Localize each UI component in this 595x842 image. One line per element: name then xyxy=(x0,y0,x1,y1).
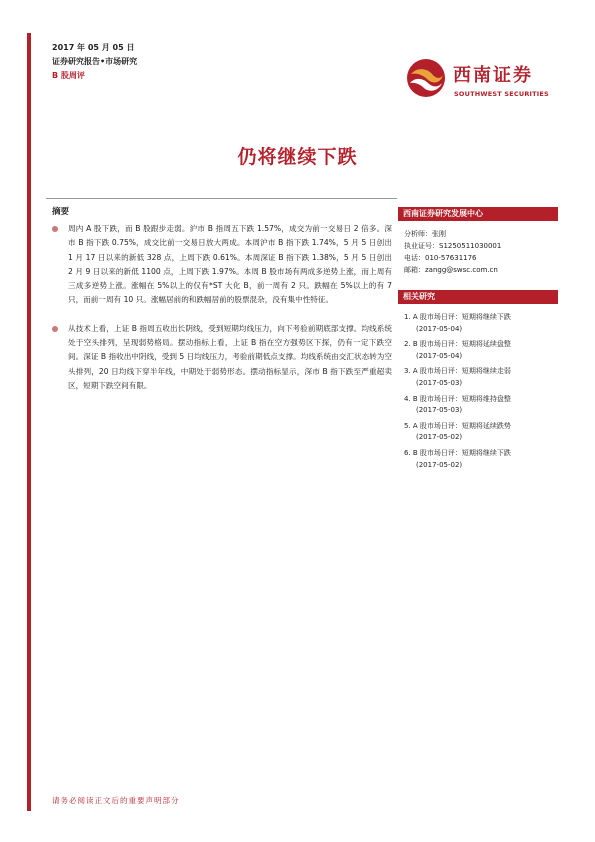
related-item[interactable] xyxy=(404,339,558,362)
bullet-dot-icon xyxy=(52,226,58,232)
logo-emblem-icon xyxy=(405,57,447,99)
related-item[interactable] xyxy=(404,394,558,417)
research-center-header: 西南证券研究发展中心 xyxy=(398,207,558,221)
related-item-date: (2017-05-02) xyxy=(416,460,463,469)
contact-line xyxy=(404,264,558,276)
related-item[interactable] xyxy=(404,421,558,444)
contact-label: 执业证号： xyxy=(404,242,439,250)
footer-disclaimer-notice: 请务必阅读正文后的重要声明部分 xyxy=(52,796,180,805)
related-item-title: 6. B 股市场日评：短期将继续下跌 xyxy=(404,448,511,457)
summary-body xyxy=(52,222,392,407)
contact-label: 邮箱： xyxy=(404,266,425,274)
logo-name-en: SOUTHWEST SECURITIES xyxy=(454,90,549,98)
related-item[interactable] xyxy=(404,366,558,389)
related-research-header: 相关研究 xyxy=(398,290,558,304)
related-research xyxy=(398,290,558,471)
related-item-title: 1. A 股市场日评：短期将继续下跌 xyxy=(404,313,511,321)
summary-paragraph xyxy=(52,222,392,308)
summary-paragraph-text: 从技术上看，上证 B 指周五收出长阴线，受到短期均线压力，向下考验前期底部支撑。均线系统处于空头排列，呈现弱势格局。摆动指标上看，上证 B 指在空方强势区下探，仍有一定下跌空间。深证 B 指收出中阴线，受到 5 日均线压力，考验前期低点支撑。均线系统由交汇状态转为空头排列，20 日均线下穿半年线，中期处于弱势形态。摆动指标显示，深市 B 指下跌至严重超卖区，短期下跌空间有限。 xyxy=(68,323,392,390)
related-item-title: 2. B 股市场日评：短期将延续盘整 xyxy=(404,340,511,349)
summary-divider xyxy=(46,198,397,199)
bullet-dot-icon xyxy=(52,326,58,332)
related-item-date: (2017-05-04) xyxy=(416,324,463,333)
related-item-title: 5. A 股市场日评：短期将延续跌势 xyxy=(404,421,511,430)
related-item-title: 4. B 股市场日评：短期将维持盘整 xyxy=(404,394,511,403)
email-link[interactable]: zangg@swsc.com.cn xyxy=(425,266,498,274)
related-item[interactable] xyxy=(404,448,558,471)
summary-paragraph-text: 周内 A 股下跌，而 B 股跟步走弱。沪市 B 指周五下跌 1.57%，成交为前一交易日 2 倍多。深市 B 指下跌 0.75%，成交比前一交易日放大两成。本周沪市 B 指下跌 1.74%，5 月 5 日创出 1 月 17 日以来的新低 328 点，上周下跌 0.61%。本周深证 B 指下跌 1.38%，5 月 5 日创出 2 月 9 日以来的新低 1100 点，上周下跌 1.97%。本周 B 股市场有两成多逆势上涨，而上周有三成多逆势上涨。涨幅在 5%以上的仅有*ST 大化 B，前一周有 2 只。跌幅在 5%以上的有 7 只，而前一周有 10 只。涨幅居前的和跌幅居前的股票混杂，没有集中性特征。 xyxy=(68,224,392,305)
phone-number: 010-57631176 xyxy=(425,254,477,262)
logo-name-cn: 西南证券 xyxy=(453,65,533,86)
related-item-date: (2017-05-03) xyxy=(416,378,463,387)
license-number: S1250511030001 xyxy=(439,242,502,250)
analyst-name: 张刚 xyxy=(432,230,446,238)
report-type: 证券研究报告•市场研究 xyxy=(52,57,138,66)
summary-heading: 摘要 xyxy=(52,207,70,217)
related-item-date: (2017-05-04) xyxy=(416,351,463,360)
report-date: 2017 年 05 月 05 日 xyxy=(52,43,135,52)
analyst-contact xyxy=(398,228,558,276)
contact-line xyxy=(404,252,558,264)
contact-label: 电话： xyxy=(404,254,425,262)
related-item[interactable] xyxy=(404,312,558,335)
contact-line xyxy=(404,240,558,252)
summary-paragraph xyxy=(52,322,392,393)
contact-line xyxy=(404,228,558,240)
report-header xyxy=(52,41,137,83)
related-list xyxy=(398,312,558,471)
related-item-title: 3. A 股市场日评：短期将继续走弱 xyxy=(404,367,511,376)
report-title: 仍将继续下跌 xyxy=(237,146,358,168)
related-item-date: (2017-05-02) xyxy=(416,433,463,442)
company-logo xyxy=(405,57,555,107)
report-category: B 股周评 xyxy=(52,71,85,80)
sidebar xyxy=(398,207,558,475)
related-item-date: (2017-05-03) xyxy=(416,406,463,415)
contact-label: 分析师： xyxy=(404,230,432,238)
